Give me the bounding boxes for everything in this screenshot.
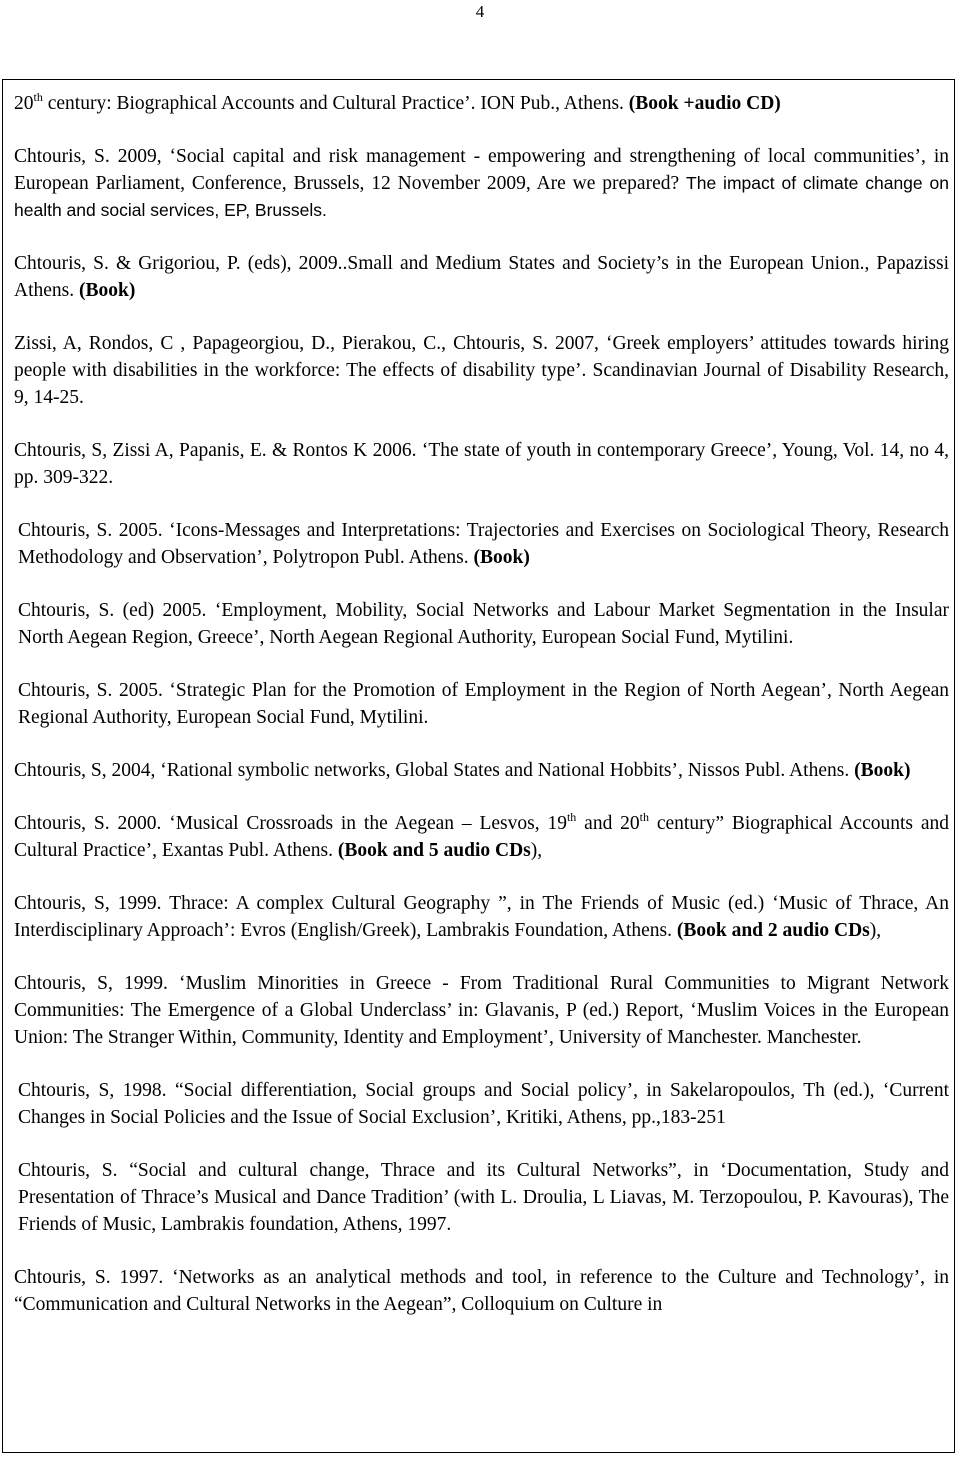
reference-entry: 20th century: Biographical Accounts and Cultural Practice’. ION Pub., Athens. (Book +audio CD) <box>14 90 781 114</box>
reference-entry: Chtouris, S. & Grigoriou, P. (eds), 2009..Small and Medium States and Society’s in the European Union., Papazissi Athens. (Book) <box>14 253 950 301</box>
reference-entry: Chtouris, S, 1998. “Social differentiation, Social groups and Social policy’, in Sakelaropoulos, Th (ed.), ‘Current Changes in Social Policies and the Issue of Social Exclusion’, Kritiki, Athens, pp.,183-251 <box>18 1080 949 1128</box>
reference-entry: Chtouris, S, 1999. Thrace: A complex Cultural Geography ”, in The Friends of Music (ed.) ‘Music of Thrace, An Interdisciplinary Approach’: Evros (English/Greek), Lambrakis Foundation, Athens. (Book and 2 audio CDs), <box>14 893 949 941</box>
reference-entry: Chtouris, S. 2009, ‘Social capital and risk management - empowering and strengthening of local communities’, in European Parliament, Conference, Brussels, 12 November 2009, Are we prepared? The impact of climate change on health and social services, EP, Brussels. <box>14 146 949 220</box>
reference-entry: Chtouris, S. 2005. ‘Strategic Plan for the Promotion of Employment in the Region of North Aegean’, North Aegean Regional Authority, European Social Fund, Mytilini. <box>18 680 949 728</box>
reference-entry: Chtouris, S, 1999. ‘Muslim Minorities in Greece - From Traditional Rural Communities to Migrant Network Communities: The Emergence of a Global Underclass’ in: Glavanis, P (ed.) Report, ‘Muslim Voices in the European Union: The Stranger Within, Community, Identity and Employment’, University of Manchester. Manchester. <box>14 973 949 1048</box>
bibliography-list <box>14 90 949 1344</box>
reference-entry: Chtouris, S. “Social and cultural change, Thrace and its Cultural Networks”, in ‘Documentation, Study and Presentation of Thrace’s Musical and Dance Tradition’ (with L. Droulia, L Liavas, M. Terzopoulou, P. Kavouras), The Friends of Music, Lambrakis foundation, Athens, 1997. <box>18 1160 949 1235</box>
reference-entry: Chtouris, S, Zissi A, Papanis, E. & Rontos K 2006. ‘The state of youth in contemporary Greece’, Young, Vol. 14, no 4, pp. 309-322. <box>14 440 949 488</box>
reference-entry: Zissi, A, Rondos, C , Papageorgiou, D., Pierakou, C., Chtouris, S. 2007, ‘Greek employers’ attitudes towards hiring people with disabilities in the workforce: The effects of disability type’. Scandinavian Journal of Disability Research, 9, 14-25. <box>14 333 949 408</box>
reference-entry: Chtouris, S. 2000. ‘Musical Crossroads in the Aegean – Lesvos, 19th and 20th century” Biographical Accounts and Cultural Practice’, Exantas Publ. Athens. (Book and 5 audio CDs), <box>14 810 949 861</box>
page-number: 4 <box>475 2 485 21</box>
reference-entry: Chtouris, S. 2005. ‘Icons-Messages and Interpretations: Trajectories and Exercises on Sociological Theory, Research Methodology and Observation’, Polytropon Publ. Athens. (Book) <box>18 520 949 568</box>
bibliography-frame <box>2 79 955 1453</box>
reference-entry: Chtouris, S. (ed) 2005. ‘Employment, Mobility, Social Networks and Labour Market Segmentation in the Insular North Aegean Region, Greece’, North Aegean Regional Authority, European Social Fund, Mytilini. <box>18 600 949 648</box>
reference-entry: Chtouris, S. 1997. ‘Networks as an analytical methods and tool, in reference to the Culture and Technology’, in “Communication and Cultural Networks in the Aegean”, Colloquium on Culture in <box>14 1267 949 1315</box>
reference-entry: Chtouris, S, 2004, ‘Rational symbolic networks, Global States and National Hobbits’, Nissos Publ. Athens. (Book) <box>14 760 911 781</box>
